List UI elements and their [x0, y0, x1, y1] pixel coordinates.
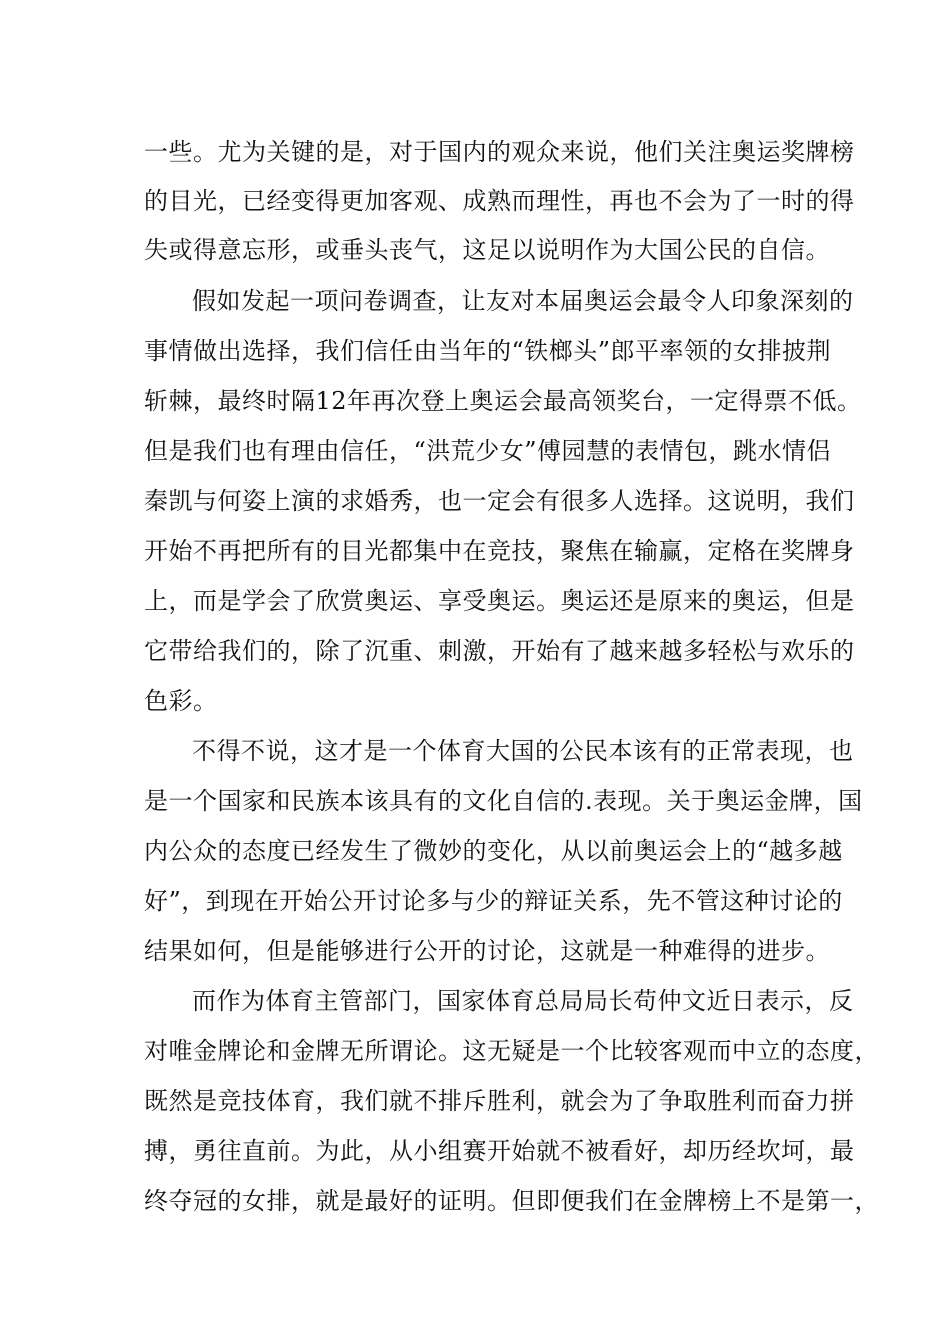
text-line: 斩棘，最终时隔12年再次登上奥运会最高领奖台，一定得票不低。 [144, 387, 862, 415]
text-line: 内公众的态度已经发生了微妙的变化，从以前奥运会上的“越多越 [144, 837, 843, 865]
text-line: 不得不说，这才是一个体育大国的公民本该有的正常表现，也 [192, 737, 854, 765]
text-line: 终夺冠的女排，就是最好的证明。但即便我们在金牌榜上不是第一， [144, 1187, 879, 1215]
text-line: 搏，勇往直前。为此，从小组赛开始就不被看好，却历经坎坷，最 [144, 1137, 855, 1165]
text-line: 对唯金牌论和金牌无所谓论。这无疑是一个比较客观而中立的态度， [144, 1037, 879, 1065]
text-line: 事情做出选择，我们信任由当年的“铁榔头”郎平率领的女排披荆 [144, 337, 832, 365]
text-line: 的目光，已经变得更加客观、成熟而理性，再也不会为了一时的得 [144, 187, 855, 215]
text-line: 假如发起一项问卷调查，让友对本届奥运会最令人印象深刻的 [192, 287, 854, 315]
text-line: 开始不再把所有的目光都集中在竞技，聚焦在输赢，定格在奖牌身 [144, 537, 855, 565]
text-line: 结果如何，但是能够进行公开的讨论，这就是一种难得的进步。 [144, 937, 830, 965]
text-line: 是一个国家和民族本该具有的文化自信的.表现。关于奥运金牌，国 [144, 787, 863, 815]
text-line: 既然是竞技体育，我们就不排斥胜利，就会为了争取胜利而奋力拼 [144, 1087, 855, 1115]
text-line: 失或得意忘形，或垂头丧气，这足以说明作为大国公民的自信。 [144, 236, 830, 264]
text-line: 上，而是学会了欣赏奥运、享受奥运。奥运还是原来的奥运，但是 [144, 587, 855, 615]
text-line: 而作为体育主管部门，国家体育总局局长苟仲文近日表示，反 [192, 987, 854, 1015]
text-line: 它带给我们的，除了沉重、刺激，开始有了越来越多轻松与欢乐的 [144, 637, 855, 665]
text-line: 色彩。 [144, 687, 218, 715]
text-line: 好”，到现在开始公开讨论多与少的辩证关系，先不管这种讨论的 [144, 887, 843, 915]
text-line: 秦凯与何姿上演的求婚秀，也一定会有很多人选择。这说明，我们 [144, 487, 855, 515]
text-line: 但是我们也有理由信任，“洪荒少女”傅园慧的表情包，跳水情侣 [144, 437, 832, 465]
text-line: 一些。尤为关键的是，对于国内的观众来说，他们关注奥运奖牌榜 [144, 138, 855, 166]
